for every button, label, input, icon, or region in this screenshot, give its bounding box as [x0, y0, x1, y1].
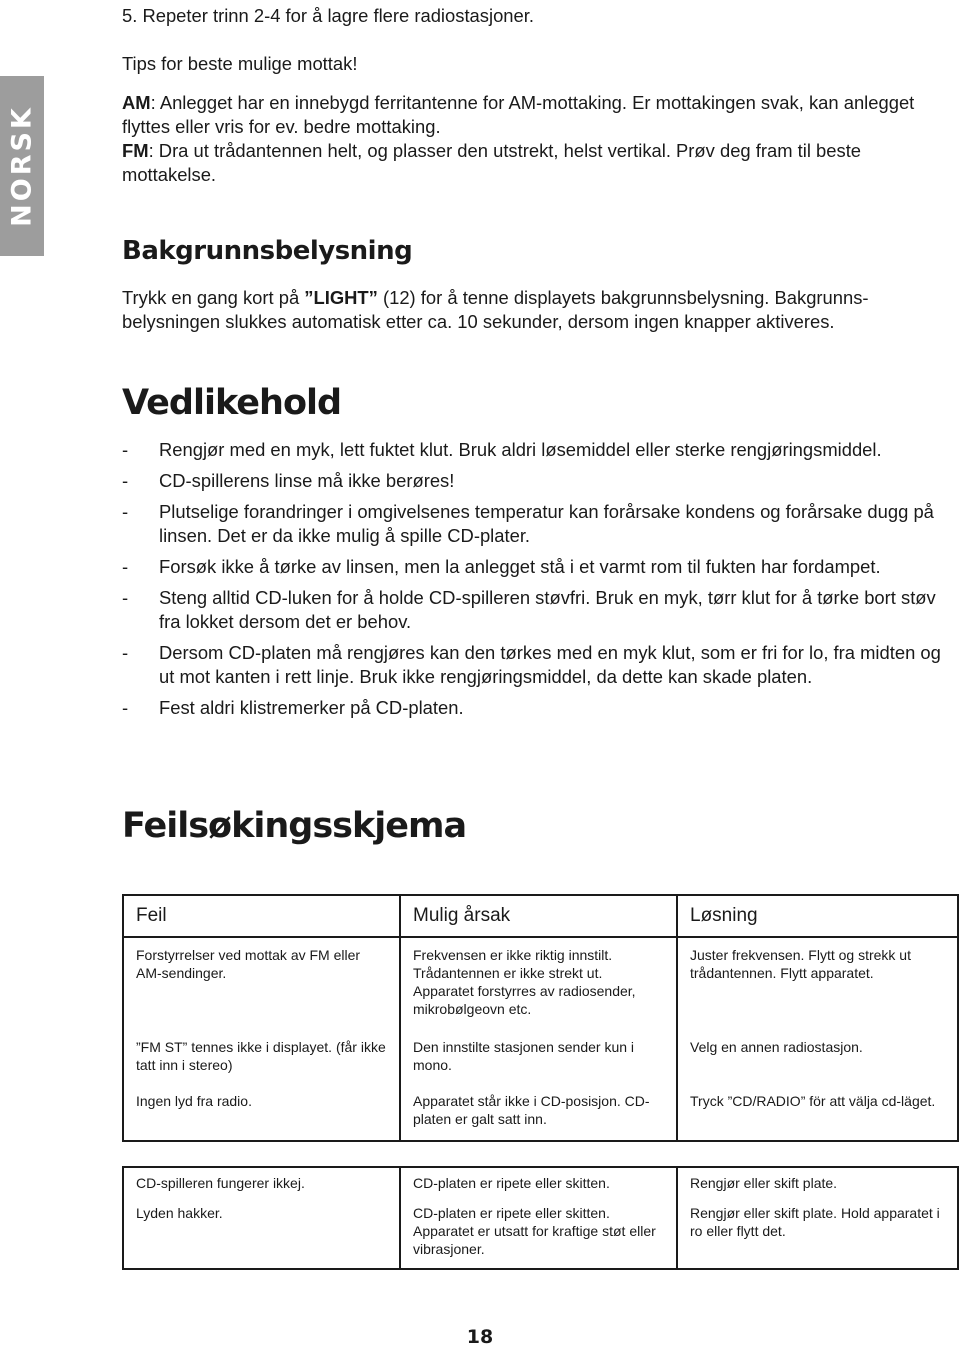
table-cell: Forstyrrelser ved mottak av FM eller AM-sendinger. — [123, 937, 400, 1024]
table-cell: Juster frekvensen. Flytt og strekk ut trådantennen. Flytt apparatet. — [677, 937, 958, 1024]
list-item: - Dersom CD-platen må rengjøres kan den tørkes med en myk klut, som er fri for lo, fra midten og ut mot kanten i rett linje. Bruk ikke rengjøringsmiddel, da dette kan skade platen. — [122, 642, 941, 687]
am-tip — [122, 91, 942, 139]
maintenance-heading: Vedlikehold — [122, 383, 342, 423]
list-item: - Forsøk ikke å tørke av linsen, men la anlegget stå i et varmt rom til fukten har fordampet. — [122, 556, 881, 577]
troubleshooting-table — [122, 894, 959, 1270]
table-row — [123, 1080, 958, 1141]
backlight-text — [122, 286, 942, 334]
table-gap — [123, 1141, 958, 1167]
table-cell: CD-spilleren fungerer ikkej. — [123, 1167, 400, 1198]
table-header-row — [123, 895, 958, 937]
list-item: - Steng alltid CD-luken for å holde CD-spilleren støvfri. Bruk en myk, tørr klut for å tørke bort støv fra lokket dersom det er behov. — [122, 587, 936, 632]
table-cell: Lyden hakker. — [123, 1198, 400, 1269]
am-text: : Anlegget har en innebygd ferritantenne for AM-mottaking. Er mottakingen svak, kan anlegget flyttes eller vris for ev. bedre mottaking. — [122, 92, 915, 137]
fm-label: FM — [122, 140, 149, 161]
page-number: 18 — [466, 1326, 494, 1348]
language-side-tab — [0, 76, 44, 256]
table-cell: Ingen lyd fra radio. — [123, 1080, 400, 1141]
step-5: 5. Repeter trinn 2-4 for å lagre flere radiostasjoner. — [122, 5, 534, 26]
table-cell: CD-platen er ripete eller skitten. — [400, 1167, 677, 1198]
table-cell: Frekvensen er ikke riktig innstilt. Trådantennen er ikke strekt ut. Apparatet forstyrres av radiosender, mikrobølgeovn etc. — [400, 937, 677, 1024]
column-header-solution: Løsning — [677, 895, 958, 937]
table-cell: Tryck ”CD/RADIO” för att välja cd-läget. — [677, 1080, 958, 1141]
table-cell: ”FM ST” tennes ikke i displayet. (får ikke tatt inn i stereo) — [123, 1024, 400, 1080]
table-row — [123, 1167, 958, 1198]
table-cell: Den innstilte stasjonen sender kun i mono. — [400, 1024, 677, 1080]
fm-text: : Dra ut trådantennen helt, og plasser den utstrekt, helst vertikal. Prøv deg fram til beste mottakelse. — [122, 140, 862, 185]
table-row — [123, 1198, 958, 1269]
list-item: - CD-spillerens linse må ikke berøres! — [122, 470, 455, 491]
table-cell: Rengjør eller skift plate. Hold apparatet i ro eller flytt det. — [677, 1198, 958, 1269]
table-row — [123, 937, 958, 1024]
table-cell: Velg en annen radiostasjon. — [677, 1024, 958, 1080]
backlight-heading: Bakgrunnsbelysning — [122, 236, 413, 266]
backlight-text-after: (12) for å tenne displayets bakgrunnsbelysning. Bakgrunns-belysningen slukkes automatisk etter ca. 10 sekunder, dersom ingen knapper aktiveres. — [122, 287, 869, 332]
table-cell: Apparatet står ikke i CD-posisjon. CD-platen er galt satt inn. — [400, 1080, 677, 1141]
tips-title: Tips for beste mulige mottak! — [122, 53, 358, 74]
troubleshooting-heading: Feilsøkingsskjema — [122, 806, 467, 846]
am-label: AM — [122, 92, 151, 113]
list-item: - Plutselige forandringer i omgivelsenes temperatur kan forårsake kondens og forårsake dugg på linsen. Det er da ikke mulig å spille CD-plater. — [122, 501, 934, 546]
table-cell: CD-platen er ripete eller skitten. Apparatet er utsatt for kraftige støt eller vibrasjoner. — [400, 1198, 677, 1269]
language-tab-label: NORSK — [6, 105, 38, 227]
list-item: - Rengjør med en myk, lett fuktet klut. Bruk aldri løsemiddel eller sterke rengjøringsmiddel. — [122, 439, 882, 460]
backlight-text-before: Trykk en gang kort på — [122, 287, 305, 308]
maintenance-list — [122, 438, 952, 720]
column-header-cause: Mulig årsak — [400, 895, 677, 937]
table-row — [123, 1024, 958, 1080]
fm-tip — [122, 139, 942, 187]
column-header-fault: Feil — [123, 895, 400, 937]
light-button-label: ”LIGHT” — [304, 287, 378, 308]
list-item: - Fest aldri klistremerker på CD-platen. — [122, 697, 464, 718]
table-cell: Rengjør eller skift plate. — [677, 1167, 958, 1198]
